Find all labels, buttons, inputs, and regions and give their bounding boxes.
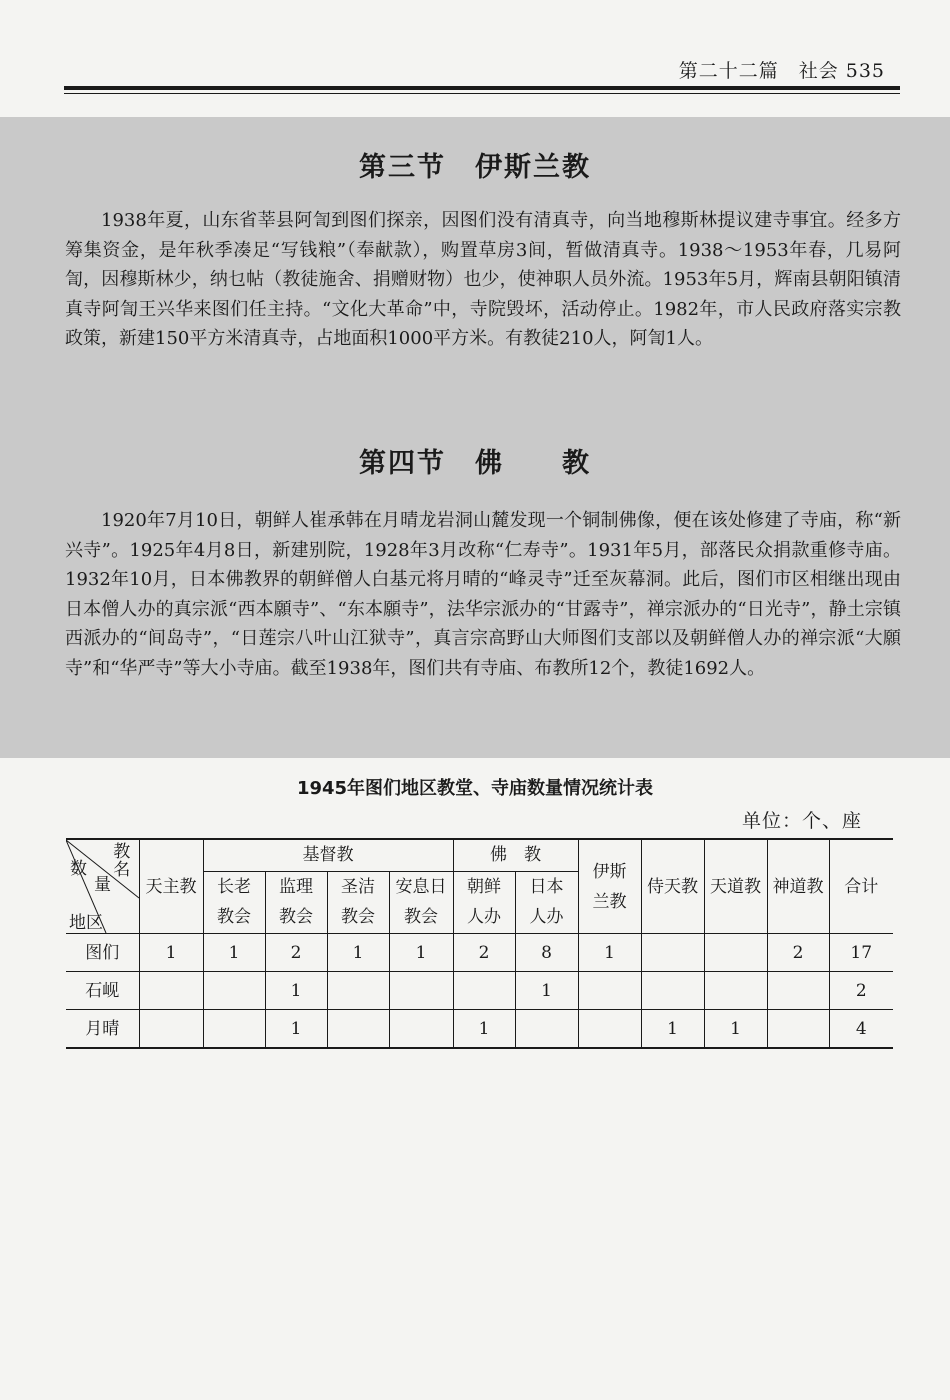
table-cell: [641, 934, 704, 972]
header-presbyterian-line-2: 教会: [217, 907, 251, 928]
table-cell: 1: [139, 934, 203, 972]
table-cell: 2: [453, 934, 515, 972]
header-islam: [578, 839, 641, 934]
table-cell: [578, 972, 641, 1010]
table-cell: 1: [203, 934, 265, 972]
header-methodist: [265, 871, 327, 933]
corner-label-qty-1: 数: [70, 859, 87, 879]
table-cell: [139, 1010, 203, 1049]
table-cell: [203, 1010, 265, 1049]
corner-label-qty-2: 量: [94, 875, 111, 895]
section3-paragraph: 1938年夏，山东省莘县阿訇到图们探亲，因图们没有清真寺，向当地穆斯林提议建寺事宜。经多方筹集资金，是年秋季凑足“写钱粮”（奉献款），购置草房3间，暂做清真寺。1938～1953年春，几易阿訇，因穆斯林少，纳乜帖（教徒施舍、捐赠财物）也少，使神职人员外流。1953年5月，辉南县朝阳镇清真寺阿訇王兴华来图们任主持。“文化大革命”中，寺院毁坏，活动停止。1982年，市人民政府落实宗教政策，新建150平方米清真寺，占地面积1000平方米。有教徒210人，阿訇1人。: [65, 210, 901, 349]
table-cell: 1: [327, 934, 389, 972]
table-cell: 1: [641, 1010, 704, 1049]
header-tiandao: 天道教: [704, 839, 767, 934]
header-holiness: [327, 871, 389, 933]
header-rule-thick: [64, 86, 900, 90]
header-japanese-run-line-1: 日本: [529, 877, 564, 898]
header-holiness-line-2: 教会: [341, 907, 375, 928]
section4-heading: 第四节 佛 教: [359, 448, 591, 479]
header-holiness-line-1: 圣洁: [341, 877, 375, 898]
running-head: 第二十二篇 社会 535: [678, 60, 885, 82]
section3-heading: 第三节 伊斯兰教: [359, 152, 591, 183]
table-cell: 2: [265, 934, 327, 972]
header-buddhism: 佛 教: [453, 839, 578, 871]
corner-header-cell: [66, 839, 139, 934]
table-cell: [704, 972, 767, 1010]
table-unit: 单位：个、座: [741, 810, 862, 832]
header-row-1: [66, 839, 893, 871]
header-japanese-run: [515, 871, 578, 933]
table-cell: 1: [515, 972, 578, 1010]
header-islam-line-1: 伊斯: [592, 861, 627, 882]
header-total: 合计: [829, 839, 893, 934]
table-cell: 2: [829, 972, 893, 1010]
table-cell: [515, 1010, 578, 1049]
table-cell: [139, 972, 203, 1010]
table-row: [66, 1010, 893, 1049]
corner-label-area: 地区: [69, 913, 103, 933]
table-cell: [327, 972, 389, 1010]
header-adventist-line-2: 教会: [404, 907, 438, 928]
header-tenrikyo: 侍天教: [641, 839, 704, 934]
corner-label-name: 教名: [113, 842, 131, 880]
table-cell: 1: [453, 1010, 515, 1049]
table-cell: [453, 972, 515, 1010]
table-cell: 1: [704, 1010, 767, 1049]
header-rule-thin: [64, 93, 900, 94]
table-cell: 1: [578, 934, 641, 972]
header-methodist-line-2: 教会: [279, 907, 313, 928]
header-christian: 基督教: [203, 839, 453, 871]
row-region: 月晴: [66, 1010, 139, 1049]
header-presbyterian-line-1: 长老: [217, 877, 251, 898]
table-cell: [578, 1010, 641, 1049]
table-cell: [704, 934, 767, 972]
table-cell: [767, 1010, 829, 1049]
table-cell: [203, 972, 265, 1010]
header-shinto: 神道教: [767, 839, 829, 934]
table-cell: 2: [767, 934, 829, 972]
table-cell: 1: [389, 934, 453, 972]
row-region: 石岘: [66, 972, 139, 1010]
table-cell: 1: [265, 1010, 327, 1049]
header-methodist-line-1: 监理: [279, 877, 313, 898]
table-cell: 4: [829, 1010, 893, 1049]
header-korean-run: [453, 871, 515, 933]
header-japanese-run-line-2: 人办: [529, 907, 564, 928]
table-cell: [327, 1010, 389, 1049]
header-korean-run-line-2: 人办: [467, 907, 501, 928]
table-cell: [389, 972, 453, 1010]
header-adventist-line-1: 安息日: [395, 877, 447, 898]
statistics-table: [66, 838, 893, 1049]
table-title: 1945年图们地区教堂、寺庙数量情况统计表: [296, 778, 654, 799]
header-islam-line-2: 兰教: [592, 891, 627, 912]
section4-paragraph: 1920年7月10日，朝鲜人崔承韩在月晴龙岩洞山麓发现一个铜制佛像，便在该处修建了寺庙，称“新兴寺”。1925年4月8日，新建别院，1928年3月改称“仁寿寺”。1931年5月，部落民众捐款重修寺庙。1932年10月，日本佛教界的朝鲜僧人白基元将月晴的“峰灵寺”迁至灰幕洞。此后，图们市区相继出现由日本僧人办的真宗派“西本願寺”、“东本願寺”，法华宗派办的“甘露寺”，禅宗派办的“日光寺”，静土宗镇西派办的“间岛寺”，“日莲宗八叶山江狱寺”，真言宗高野山大师图们支部以及朝鲜僧人办的禅宗派“大願寺”和“华严寺”等大小寺庙。截至1938年，图们共有寺庙、布教所12个，教徒1692人。: [65, 510, 901, 679]
table-row: [66, 934, 893, 972]
header-catholic: 天主教: [139, 839, 203, 934]
table-cell: [767, 972, 829, 1010]
table-cell: [389, 1010, 453, 1049]
header-korean-run-line-1: 朝鲜: [467, 877, 501, 898]
table-cell: 1: [265, 972, 327, 1010]
header-presbyterian: [203, 871, 265, 933]
table-row: [66, 972, 893, 1010]
table-cell: 8: [515, 934, 578, 972]
row-region: 图们: [66, 934, 139, 972]
table-cell: 17: [829, 934, 893, 972]
table-cell: [641, 972, 704, 1010]
header-adventist: [389, 871, 453, 933]
